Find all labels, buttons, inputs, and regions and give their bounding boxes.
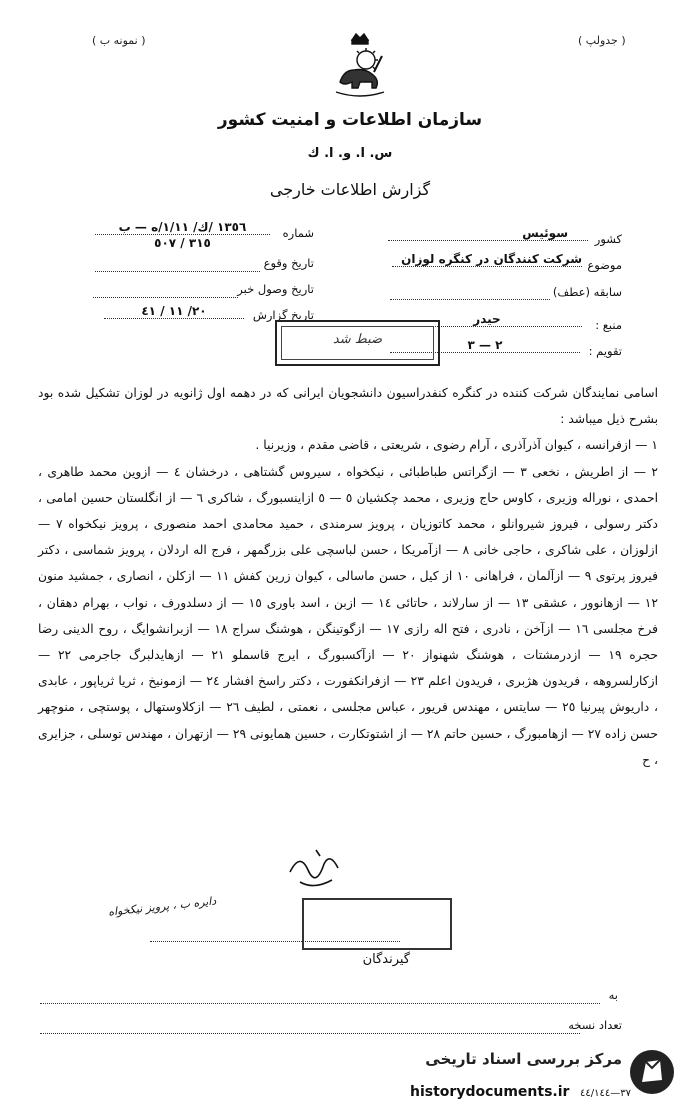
organization-code: س. ا. و. ا. ك [307, 146, 393, 161]
body-intro: اسامی نمایندگان شرکت کننده در کنگره کنفدراسیون دانشجویان ایرانی که در دهمه اول ژانویه در لوزان تشکیل شده بود بشرح ذیل میباشد : [38, 386, 658, 427]
document-number: ٣٧—٤٤/١٤٤ [580, 1088, 631, 1099]
body-list: ٢ — از اطریش ، نخعی ٣ — ازگراتس طباطبائی ، نیکخواه ، سیروس گشتاهی ، درخشان ٤ — ازوین محمد طاهری ، احمدی ، نوراله وزیری ، کاوس حاج وزیری ، محمد چکشیان ٥ — ٥ ازاینسبورگ ، شاکری ٦ — از انگلستان حسین امامی ، دکتر رسولی ، فیروز شیروانلو ، محمد کاتوزیان ، پرویز سرمندی ، حمید محامدی احمد منصوری ، پرویز نیکخواه ٧ — ازلوزان ، علی شاکری ، حاجی خانی ٨ — ازآمریکا ، حسن لباسچی علی بزرگمهر ، فرج اله اردلان ، پرویز شماسی ، دکتر فیروز پرتوی ٩ — ازآلمان ، فراهانی ١٠ از کیل ، حسن ماسالی ، کیوان زرین کفش ١١ — ازکلن ، انصاری ، جمشید منون ١٢ — ازهانوور ، عشقی ١٣ — از سارلاند ، حاتائی ١٤ — ازبن ، اسد باوری ١٥ — از دسلدورف ، نواب ، بهرام دهقان ، فرخ مجلسی ١٦ — ازآخن ، نادری ، فتح اله رازی ١٧ — ازگوتینگن ، هوشنگ سراج ١٨ — ازبرانشوایگ ، روح الدینی رضا حجره ١٩ — ازدرمشتات ، هوشنگ شهنواز ٢٠ — ازآکسبورگ ، ایرج قاسملو ٢١ — ازهایدلبرگ جاجرمی ٢٢ — ازکارلسروهه ، فریدون هژبری ، فریدون اعلم ٢٣ — ازفرانکفورت ، دکتر راسخ افشار ٢٤ — ازمونیخ ، ثریا ثریاپور ، عابدی ، داریوش پیرنیا ٢٥ — سایتس ، مهندس فریور ، عباس مجلسی ، نعمتی ، لطیف ٢٦ — ازکلاوستهال ، پوستچی ، منوچهر حسن زاده ٢٧ — ازهامبورگ ، حسین حاتم ٢٨ — از اشتوتکارت ، حسین همایونی ٢٩ — ازتهران ، مهندس توسلی ، جزایری ، ح [38, 464, 659, 767]
sample-code: ( نمونه ب ) [92, 34, 146, 47]
source-label: منبع : [595, 318, 622, 332]
background-line [390, 298, 550, 300]
subject-value: شرکت کنندگان در کنگره لوزان [392, 252, 582, 267]
archive-stamp [275, 320, 440, 366]
archive-logo-icon [628, 1048, 676, 1096]
routing-stamp [302, 898, 452, 950]
copies-line [40, 1032, 580, 1034]
to-line [40, 1002, 600, 1004]
organization-title: سازمان اطلاعات و امنیت کشور [217, 110, 483, 130]
report-body [38, 380, 658, 773]
recipients-line [150, 940, 400, 942]
to-label: به [608, 988, 618, 1002]
subject-label: موضوع [587, 258, 622, 272]
source-value: حیدر [392, 312, 582, 327]
stamp-text: ضبط شد [332, 332, 383, 347]
table-code: ( جدولپ ) [578, 34, 626, 47]
recipients-label: گیرندگان [362, 952, 410, 967]
occurrence-date-label: تاریخ وقوع [263, 256, 314, 270]
receipt-date-label: تاریخ وصول خبر [237, 282, 314, 296]
valuation-value: ٢ — ٣ [390, 338, 580, 353]
receipt-date-line [93, 296, 238, 298]
copies-label: تعداد نسخه [568, 1018, 622, 1032]
watermark-title: مرکز بررسی اسناد تاریخی [425, 1050, 622, 1068]
number-value: ١٣٥٦ /ك/ ١/١١/ه — ب [95, 220, 270, 235]
handwritten-signature-icon [280, 842, 350, 892]
country-label: کشور [594, 232, 622, 246]
lion-and-sun-emblem-icon [330, 30, 390, 100]
valuation-label: تقویم : [588, 344, 622, 358]
report-date-value: ٢٠/ ١١ / ٤١ [104, 304, 244, 319]
report-title: گزارش اطلاعات خارجی [269, 180, 431, 199]
number-value-secondary: ٣١٥ / ٥٠٧ [154, 236, 211, 250]
handwritten-note: دایره ب ، پرویز نیکخواه [107, 894, 217, 919]
background-label: سابقه (عطف) [552, 285, 622, 299]
body-line-france: ١ — ازفرانسه ، کیوان آذرآذری ، آرام رضوی ، شریعتی ، قاضی مقدم ، وزیرنیا . [255, 438, 658, 453]
country-value: سوئیس [388, 226, 588, 241]
report-date-label: تاریخ گزارش [252, 308, 314, 322]
number-label: شماره [282, 226, 314, 240]
watermark-url: historydocuments.ir [410, 1084, 570, 1100]
occurrence-date-line [95, 270, 260, 272]
